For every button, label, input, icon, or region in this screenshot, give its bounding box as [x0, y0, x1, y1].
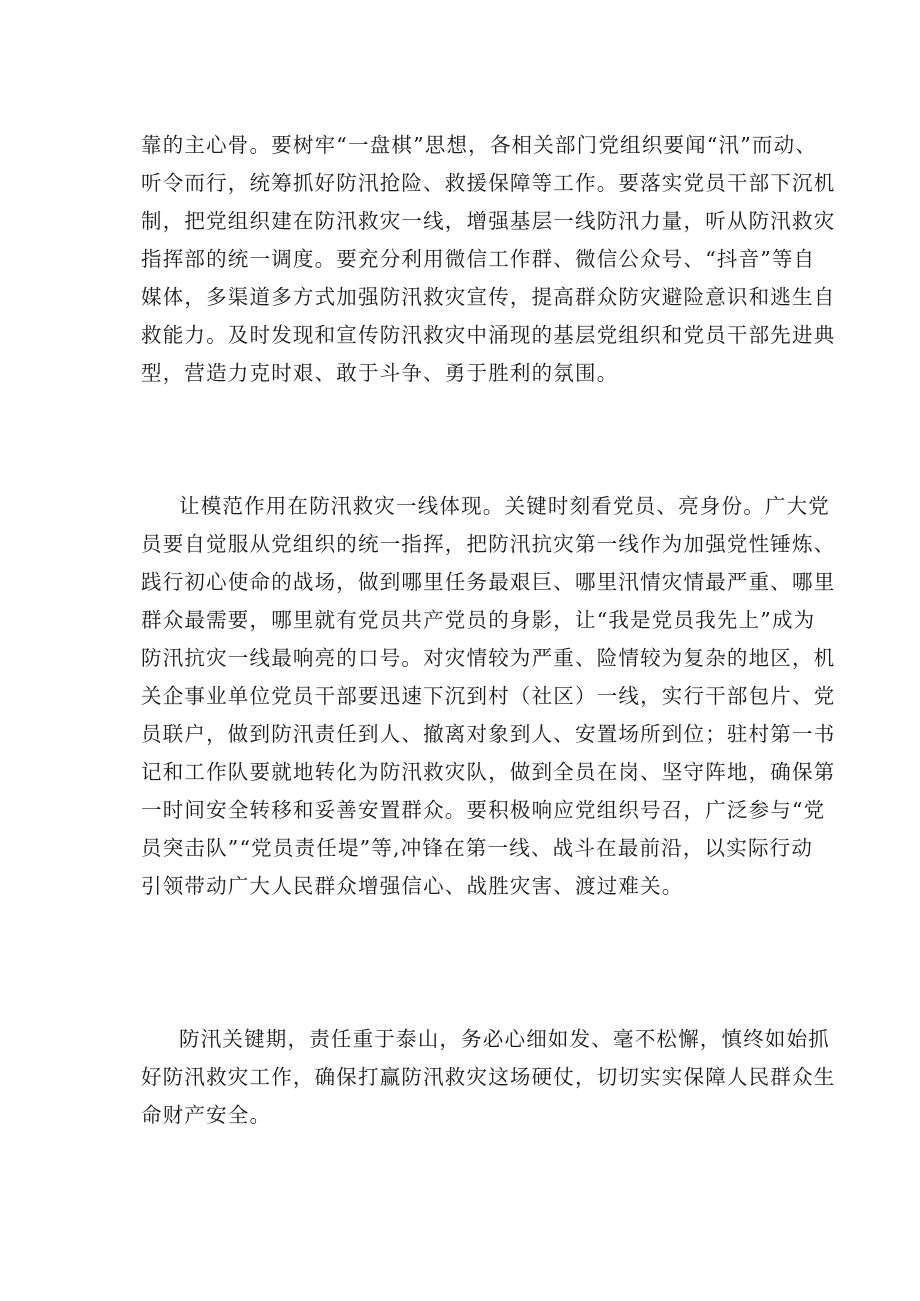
paragraph-line: 救能力。及时发现和宣传防汛救灾中涌现的基层党组织和党员干部先进典 [141, 323, 836, 347]
paragraph-line: 员联户，做到防汛责任到人、撤离对象到人、安置场所到位；驻村第一书 [141, 722, 836, 746]
paragraph-line: 防汛抗灾一线最响亮的口号。对灾情较为严重、险情较为复杂的地区，机 [141, 646, 836, 670]
paragraph-2 [141, 487, 836, 905]
paragraph-line: 型，营造力克时艰、敢于斗争、勇于胜利的氛围。 [141, 361, 619, 385]
paragraph-line: 关企事业单位党员干部要迅速下沉到村（社区）一线，实行干部包片、党 [141, 684, 836, 708]
paragraph-line: 一时间安全转移和妥善安置群众。要积极响应党组织号召，广泛参与“党 [141, 798, 826, 822]
paragraph-line: 群众最需要，哪里就有党员共产党员的身影，让“我是党员我先上”成为 [141, 608, 816, 632]
paragraph-line: 命财产安全。 [141, 1103, 272, 1127]
paragraph-line: 靠的主心骨。要树牢“一盘棋”思想，各相关部门党组织要闻“汛”而动、 [141, 133, 818, 157]
paragraph-line: 引领带动广大人民群众增强信心、战胜灾害、渡过难关。 [141, 874, 684, 898]
paragraph-line: 防汛关键期，责任重于泰山，务必心细如发、毫不松懈，慎终如始抓 [179, 1027, 830, 1051]
paragraph-line: 践行初心使命的战场，做到哪里任务最艰巨、哪里汛情灾情最严重、哪里 [141, 570, 836, 594]
paragraph-line: 指挥部的统一调度。要充分利用微信工作群、微信公众号、“抖音”等自 [141, 247, 816, 271]
paragraph-line: 制，把党组织建在防汛救灾一线，增强基层一线防汛力量，听从防汛救灾 [141, 209, 836, 233]
paragraph-line: 好防汛救灾工作，确保打赢防汛救灾这场硬仗，切切实实保障人民群众生 [141, 1065, 836, 1089]
paragraph-line: 媒体，多渠道多方式加强防汛救灾宣传，提高群众防灾避险意识和逃生自 [141, 285, 836, 309]
paragraph-3 [141, 1020, 836, 1134]
paragraph-line: 让模范作用在防汛救灾一线体现。关键时刻看党员、亮身份。广大党 [179, 494, 830, 518]
paragraph-line: 员突击队”“党员责任堤”等,冲锋在第一线、战斗在最前沿，以实际行动 [141, 836, 814, 860]
paragraph-line: 记和工作队要就地转化为防汛救灾队，做到全员在岗、坚守阵地，确保第 [141, 760, 836, 784]
paragraph-line: 听令而行，统筹抓好防汛抢险、救援保障等工作。要落实党员干部下沉机 [141, 171, 836, 195]
paragraph-1 [141, 126, 836, 392]
paragraph-line: 员要自觉服从党组织的统一指挥，把防汛抗灾第一线作为加强党性锤炼、 [141, 532, 836, 556]
